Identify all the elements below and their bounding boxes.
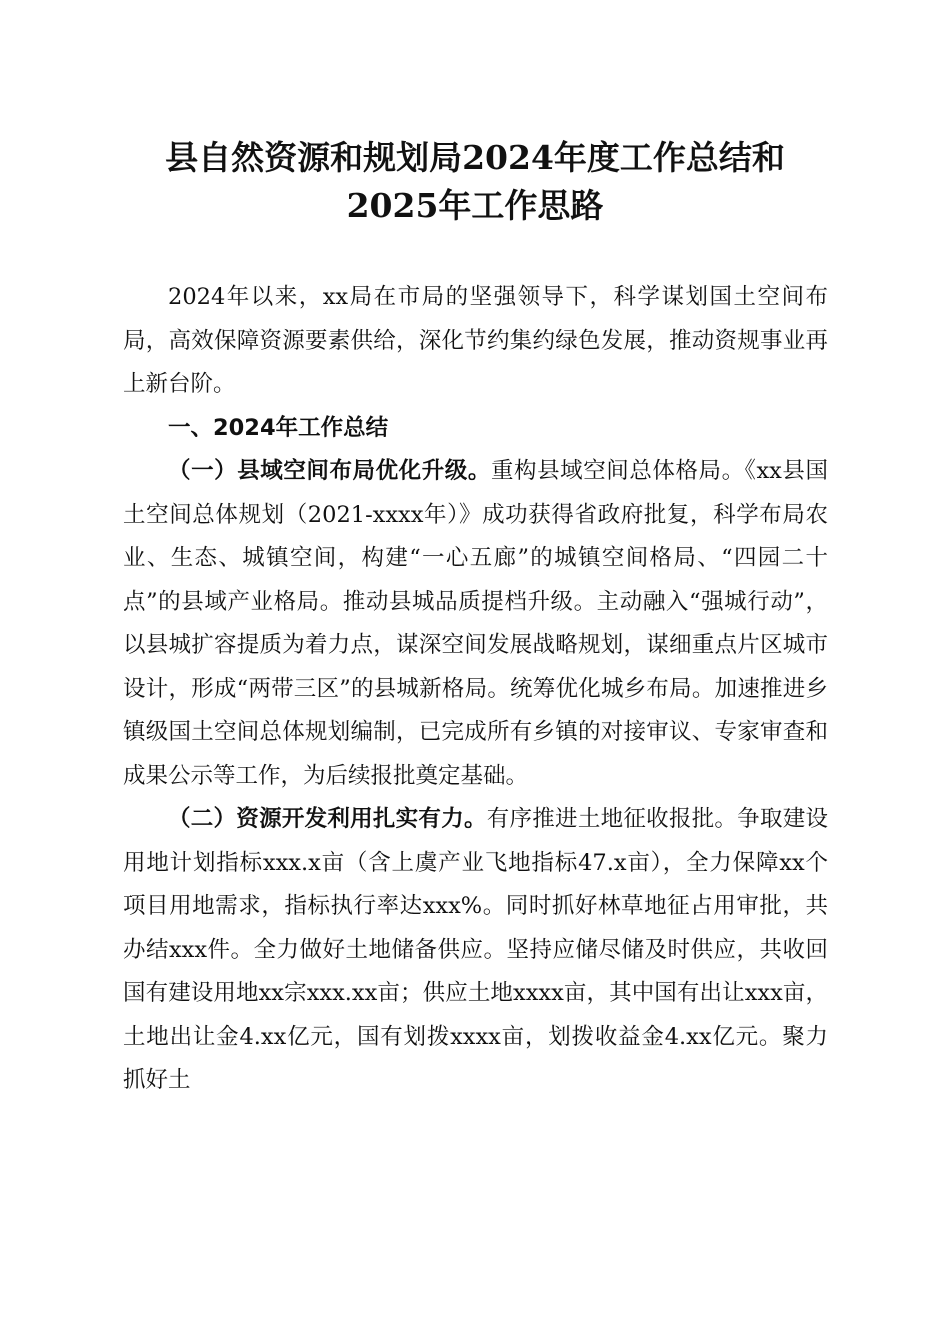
paragraph-1-body: 重构县域空间总体格局。《xx县国土空间总体规划（2021-xxxx年）》成功获得省政府批复，科学布局农业、生态、城镇空间，构建“一心五廊”的城镇空间格局、“四园二十点”的县域产业格局。推动县城品质提档升级。主动融入“强城行动”，以县城扩容提质为着力点，谋深空间发展战略规划，谋细重点片区城市设计，形成“两带三区”的县城新格局。统筹优化城乡布局。加速推进乡镇级国土空间总体规划编制，已完成所有乡镇的对接审议、专家审查和成果公示等工作，为后续报批奠定基础。 [123, 458, 828, 789]
document-title-line-1: 县自然资源和规划局2024年度工作总结和 [165, 138, 785, 177]
section-heading: 一、2024年工作总结 [168, 414, 389, 441]
paragraph-1 [123, 450, 828, 798]
paragraph-2 [123, 798, 828, 1103]
intro-paragraph: 2024年以来，xx局在市局的坚强领导下，科学谋划国土空间布局，高效保障资源要素供给，深化节约集约绿色发展，推动资规事业再上新台阶。 [123, 284, 828, 397]
paragraph-1-lead: （一）县域空间布局优化升级。 [168, 458, 491, 484]
document-title-line-2: 2025年工作思路 [346, 186, 604, 225]
paragraph-2-lead: （二）资源开发利用扎实有力。 [168, 806, 487, 832]
document-body [123, 276, 828, 1103]
paragraph-2-body: 有序推进土地征收报批。争取建设用地计划指标xxx.x亩（含上虞产业飞地指标47.x亩），全力保障xx个项目用地需求，指标执行率达xxx%。同时抓好林草地征占用审批，共办结xxx件。全力做好土地储备供应。坚持应储尽储及时供应，共收回国有建设用地xx宗xxx.xx亩；供应土地xxxx亩，其中国有出让xxx亩，土地出让金4.xx亿元，国有划拨xxxx亩，划拨收益金4.xx亿元。聚力抓好土 [123, 806, 828, 1093]
